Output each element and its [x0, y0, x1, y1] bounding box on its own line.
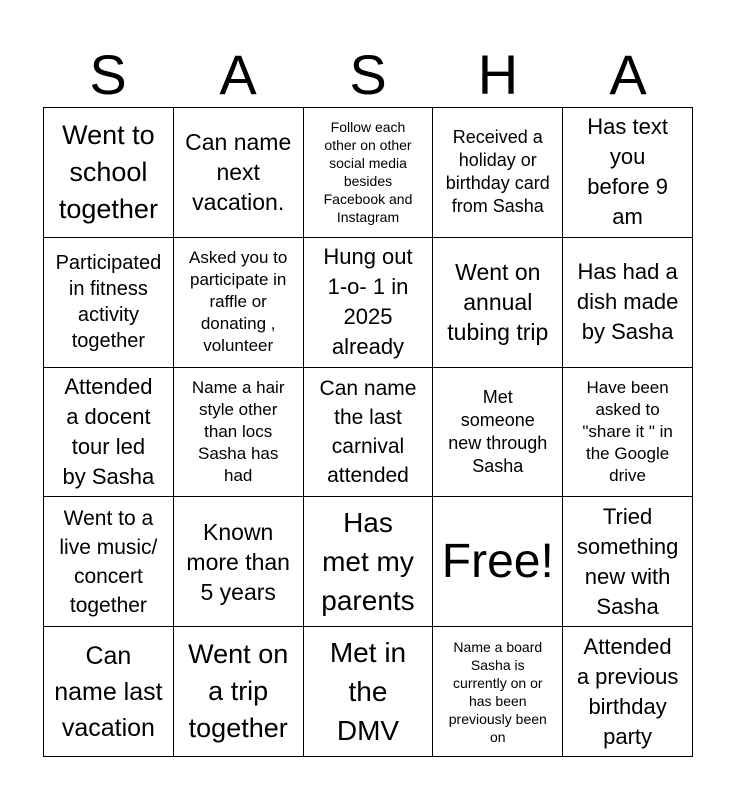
bingo-cell[interactable]	[563, 368, 693, 498]
bingo-cell[interactable]	[44, 497, 174, 627]
bingo-cell[interactable]	[304, 497, 434, 627]
cell-text: Went on a trip together	[188, 639, 289, 744]
bingo-cell[interactable]	[174, 627, 304, 757]
bingo-cell[interactable]	[44, 627, 174, 757]
bingo-cell[interactable]	[433, 627, 563, 757]
cell-text: Name a board Sasha is currently on or has been previously been on	[448, 638, 547, 745]
cell-text: Name a hair style other than locs Sasha has had	[191, 377, 285, 485]
bingo-cell[interactable]	[304, 238, 434, 368]
cell-text: Asked you to participate in raffle or donating , volunteer	[189, 248, 288, 356]
cell-text: Known more than 5 years	[186, 518, 290, 605]
bingo-cell[interactable]	[304, 368, 434, 498]
header-letter-s: S	[89, 43, 127, 106]
bingo-cell[interactable]	[433, 368, 563, 498]
bingo-cell[interactable]	[563, 238, 693, 368]
bingo-cell[interactable]	[174, 108, 304, 238]
cell-text: Has met my parents	[321, 507, 415, 617]
cell-text: Went on annual tubing trip	[447, 259, 549, 346]
bingo-cell[interactable]	[433, 108, 563, 238]
cell-text: Attended a docent tour led by Sasha	[62, 373, 155, 489]
cell-text: Met someone new through Sasha	[448, 386, 548, 476]
bingo-board	[43, 107, 693, 757]
bingo-cell[interactable]	[44, 238, 174, 368]
header-letter-a: A	[219, 43, 257, 106]
bingo-cell[interactable]	[174, 368, 304, 498]
free-space-text: Free!	[441, 534, 554, 588]
cell-text: Hung out 1-o- 1 in 2025 already	[323, 244, 413, 360]
cell-text: Went to school together	[58, 119, 158, 224]
bingo-cell[interactable]	[174, 497, 304, 627]
bingo-cell[interactable]	[304, 627, 434, 757]
bingo-cell[interactable]	[174, 238, 304, 368]
bingo-cell[interactable]	[563, 497, 693, 627]
free-space-cell[interactable]	[433, 497, 563, 627]
cell-text: Tried something new with Sasha	[576, 503, 679, 619]
cell-text: Participated in fitness activity together	[55, 252, 162, 353]
bingo-cell[interactable]	[563, 627, 693, 757]
header-letter-s-2: S	[349, 43, 387, 106]
bingo-header	[43, 44, 693, 106]
cell-text: Attended a previous birthday party	[576, 633, 679, 749]
cell-text: Can name last vacation	[54, 641, 163, 742]
cell-text: Can name the last carnival attended	[319, 376, 417, 487]
bingo-cell[interactable]	[44, 108, 174, 238]
cell-text: Went to a live music/ concert together	[59, 506, 158, 617]
bingo-cell[interactable]	[563, 108, 693, 238]
bingo-cell[interactable]	[44, 368, 174, 498]
cell-text: Has text you before 9 am	[587, 114, 668, 230]
cell-text: Have been asked to "share it " in the Google drive	[582, 377, 673, 485]
header-letter-h: H	[477, 43, 519, 106]
cell-text: Received a holiday or birthday card from Sasha	[445, 127, 550, 217]
header-letter-a-2: A	[609, 43, 647, 106]
cell-text: Met in the DMV	[329, 637, 407, 747]
bingo-cell[interactable]	[304, 108, 434, 238]
cell-text: Can name next vacation.	[185, 129, 292, 216]
cell-text: Has had a dish made by Sasha	[576, 259, 679, 345]
cell-text: Follow each other on other social media besides Facebook and Instagram	[323, 119, 413, 226]
bingo-cell[interactable]	[433, 238, 563, 368]
